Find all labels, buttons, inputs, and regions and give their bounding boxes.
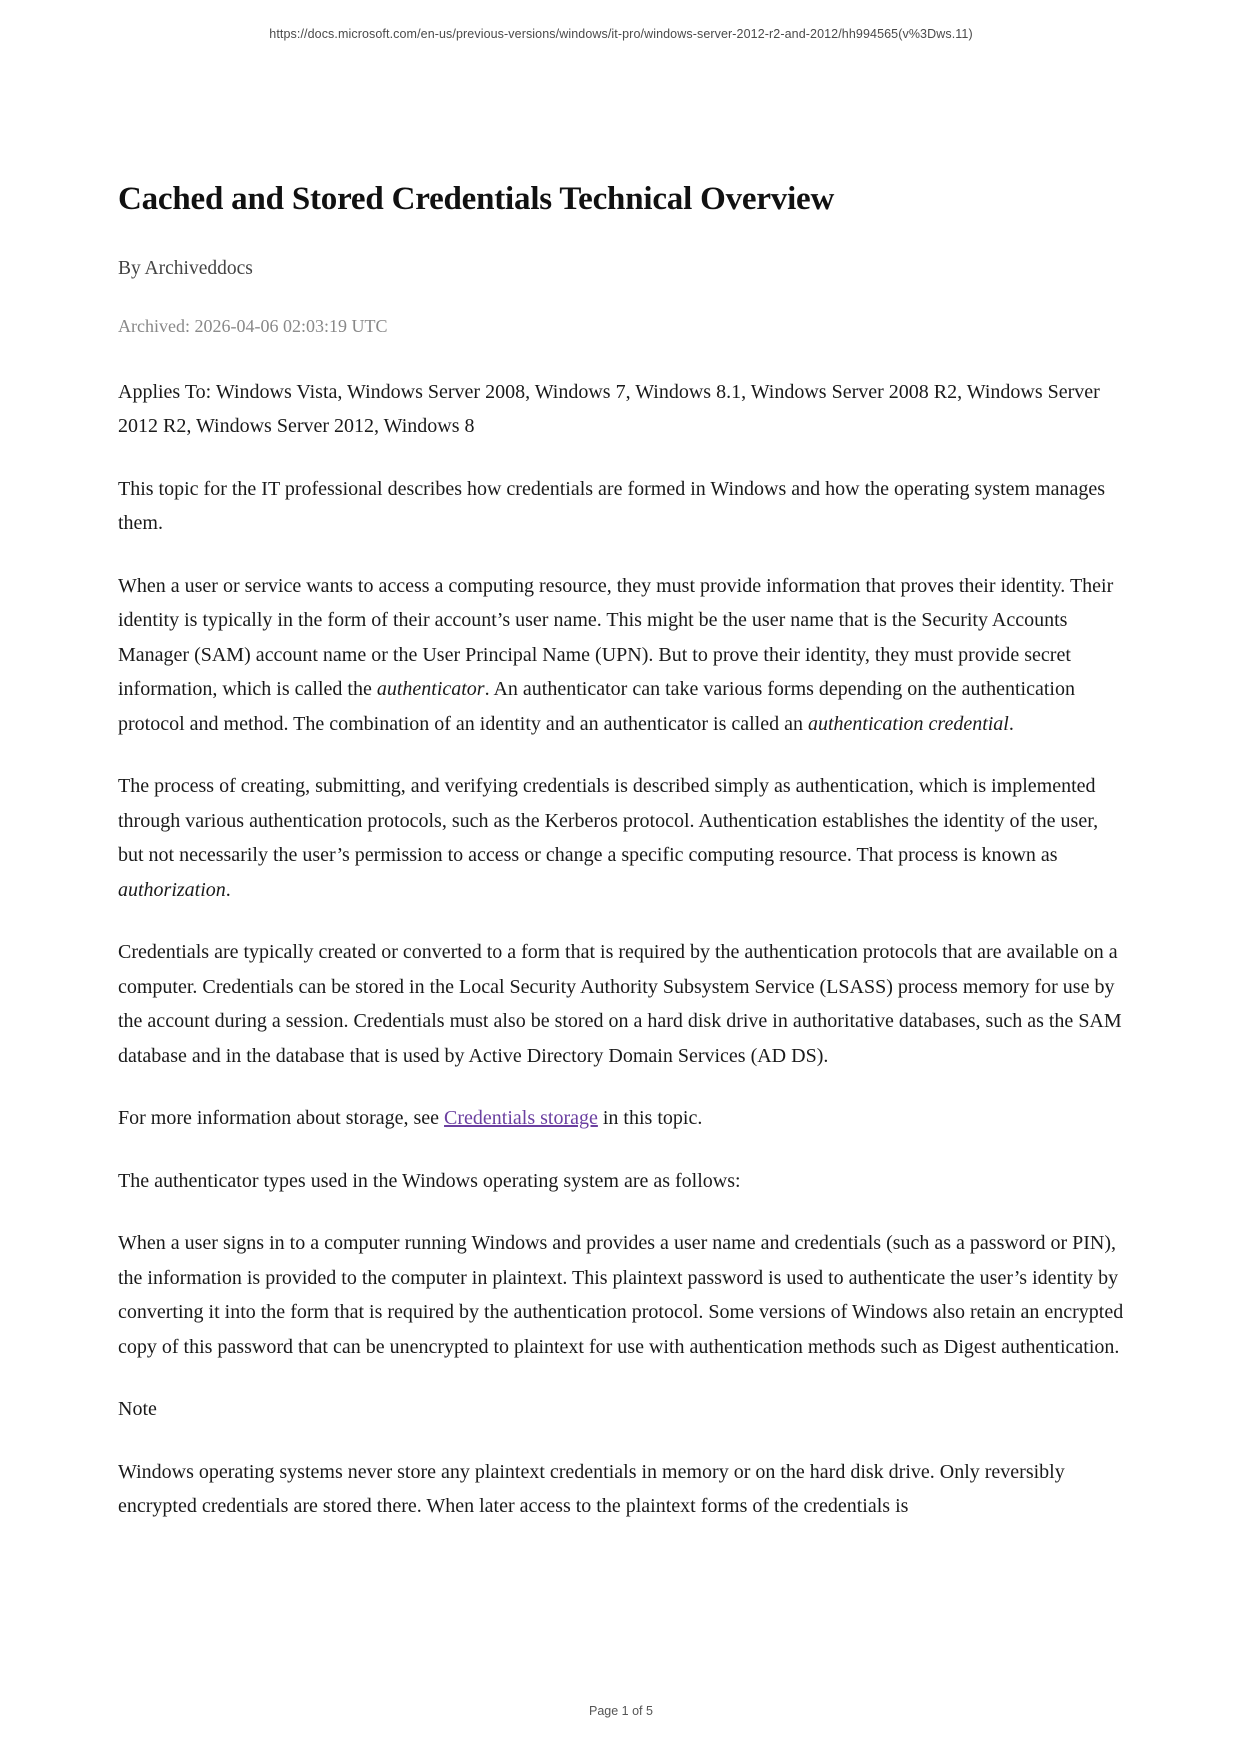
storage-before-text: For more information about storage, see (118, 1107, 445, 1130)
identity-part-1: When a user or service wants to access a computing resource, they must provide information that proves their identity. Their identity is typically in the form of their account’s user name. This might be the user name that is the Security Accounts Manager (SAM) account name or the User Principal Name (UPN). But to prove their identity, they must provide secret information, which is called the (118, 574, 1114, 701)
identity-part-3: . (1008, 712, 1014, 735)
authentication-credential-emphasis: authentication credential (807, 712, 1009, 735)
credentials-storage-paragraph: Credentials are typically created or converted to a form that is required by the authentication protocols that are available on a computer. Credentials can be stored in the Local Security Authority Subsystem Service (LSASS) process memory for use by the account during a session. Credentials must also be stored on a hard disk drive in authoritative databases, such as the SAM database and in the database that is used by Active Directory Domain Services (AD DS). (118, 941, 1122, 1067)
authentication-paragraph (118, 769, 1124, 907)
authentication-text: The process of creating, submitting, and verifying credentials is described simply as authentication, which is implemented through various authentication protocols, such as the Kerberos protocol. Authentication establishes the identity of the user, but not necessarily the user’s permission to access or change a specific computing resource. That process is known as (118, 775, 1099, 867)
archived-timestamp: Archived: 2026-04-06 02:03:19 UTC (118, 315, 388, 336)
note-label: Note (118, 1398, 157, 1421)
authorization-emphasis: authorization (118, 878, 226, 901)
page-footer: Page 1 of 5 (589, 1704, 653, 1718)
intro-paragraph: This topic for the IT professional describes how credentials are formed in Windows and how the operating system manages them. (118, 477, 1106, 535)
document-content (118, 180, 1124, 1552)
credentials-storage-link[interactable]: Credentials storage (444, 1107, 598, 1130)
storage-reference-line (118, 1101, 1124, 1136)
signin-paragraph: When a user signs in to a computer running Windows and provides a user name and credentials (such as a password or PIN), the information is provided to the computer in plaintext. This plaintext password is used to authenticate the user’s identity by converting it into the form that is required by the authentication protocol. Some versions of Windows also retain an encrypted copy of this password that can be unencrypted to plaintext for use with authentication methods such as Digest authentication. (118, 1232, 1124, 1358)
note-paragraph: Windows operating systems never store any plaintext credentials in memory or on the hard disk drive. Only reversibly encrypted credentials are stored there. When later access to the plaintext forms of the credentials is (118, 1460, 1065, 1518)
identity-part-2: . An authenticator can take various forms depending on the authentication protocol and method. The combination of an identity and an authenticator is called an (118, 678, 1075, 735)
byline: By Archiveddocs (118, 257, 253, 279)
authorization-period: . (225, 878, 231, 901)
authenticator-types-lead: The authenticator types used in the Windows operating system are as follows: (118, 1169, 741, 1192)
identity-paragraph (118, 569, 1124, 742)
source-url: https://docs.microsoft.com/en-us/previous-versions/windows/it-pro/windows-server-2012-r2-and-2012/hh994565(v%3Dws.11) (269, 27, 973, 41)
authenticator-emphasis: authenticator (376, 678, 485, 701)
page-title: Cached and Stored Credentials Technical Overview (118, 181, 835, 217)
applies-to-text: Applies To: Windows Vista, Windows Server 2008, Windows 7, Windows 8.1, Windows Server 2008 R2, Windows Server 2012 R2, Windows Server 2012, Windows 8 (118, 380, 1100, 438)
storage-after-text: in this topic. (597, 1107, 703, 1130)
